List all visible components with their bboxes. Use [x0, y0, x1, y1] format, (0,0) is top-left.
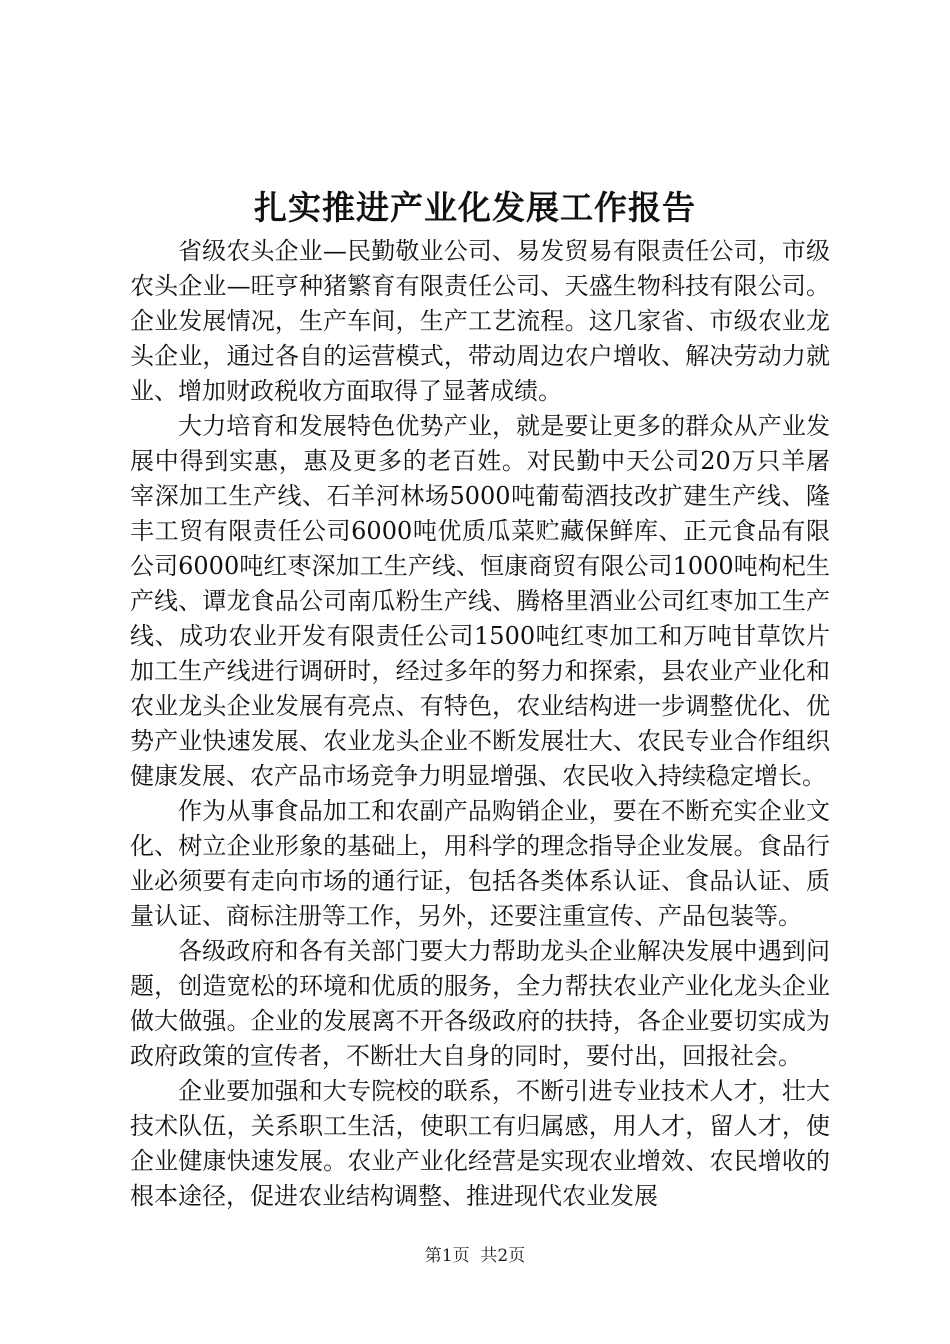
- paragraph-1: 省级农头企业—民勤敬业公司、易发贸易有限责任公司，市级农头企业—旺亨种猪繁育有限责任公司、天盛生物科技有限公司。企业发展情况，生产车间，生产工艺流程。这几家省、市级农业龙头企业，通过各自的运营模式，带动周边农户增收、解决劳动力就业、增加财政税收方面取得了显著成绩。: [130, 237, 830, 405]
- paragraph-5: 企业要加强和大专院校的联系，不断引进专业技术人才，壮大技术队伍，关系职工生活，使职工有归属感，用人才，留人才，使企业健康快速发展。农业产业化经营是实现农业增效、农民增收的根本途径，促进农业结构调整、推进现代农业发展: [130, 1077, 830, 1210]
- page-title: 扎实推进产业化发展工作报告: [254, 188, 696, 227]
- document-body: [130, 234, 830, 1214]
- paragraph-4: 各级政府和各有关部门要大力帮助龙头企业解决发展中遇到问题，创造宽松的环境和优质的服务，全力帮扶农业产业化龙头企业做大做强。企业的发展离不开各级政府的扶持，各企业要切实成为政府政策的宣传者，不断壮大自身的同时，要付出，回报社会。: [130, 937, 830, 1070]
- page-footer: [0, 1244, 950, 1268]
- page-number-indicator: 第1页 共2页: [424, 1246, 526, 1266]
- paragraph-3: 作为从事食品加工和农副产品购销企业，要在不断充实企业文化、树立企业形象的基础上，用科学的理念指导企业发展。食品行业必须要有走向市场的通行证，包括各类体系认证、食品认证、质量认证、商标注册等工作，另外，还要注重宣传、产品包装等。: [130, 797, 830, 930]
- paragraph-2: 大力培育和发展特色优势产业，就是要让更多的群众从产业发展中得到实惠，惠及更多的老百姓。对民勤中天公司20万只羊屠宰深加工生产线、石羊河林场5000吨葡萄酒技改扩建生产线、隆丰工贸有限责任公司6000吨优质瓜菜贮藏保鲜库、正元食品有限公司6000吨红枣深加工生产线、恒康商贸有限公司1000吨枸杞生产线、谭龙食品公司南瓜粉生产线、腾格里酒业公司红枣加工生产线、成功农业开发有限责任公司1500吨红枣加工和万吨甘草饮片加工生产线进行调研时，经过多年的努力和探索，县农业产业化和农业龙头企业发展有亮点、有特色，农业结构进一步调整优化、优势产业快速发展、农业龙头企业不断发展壮大、农民专业合作组织健康发展、农产品市场竞争力明显增强、农民收入持续稳定增长。: [130, 412, 830, 790]
